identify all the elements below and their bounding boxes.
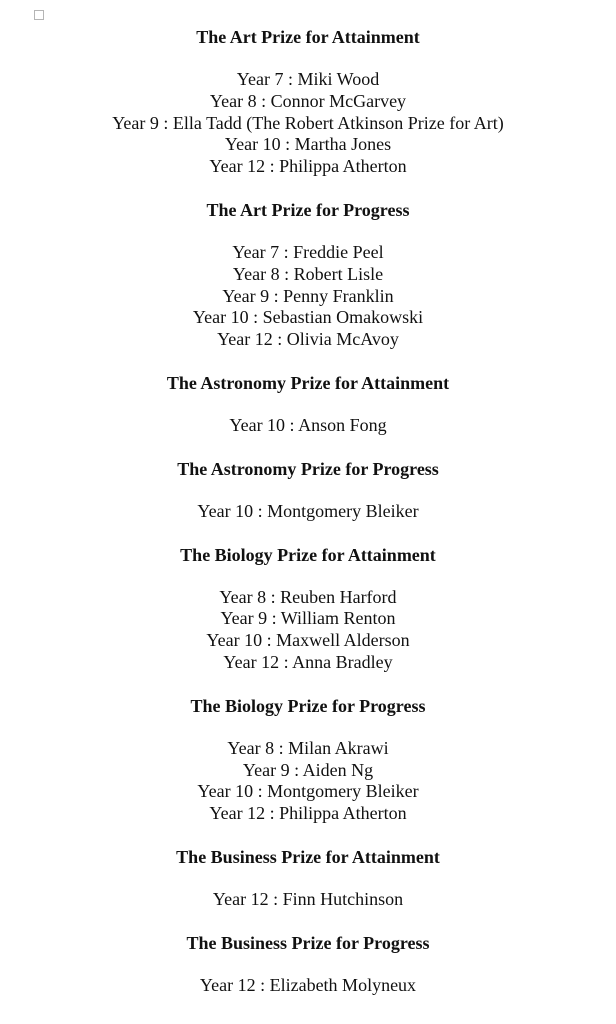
winner-entry: Year 7 : Miki Wood [236,69,380,89]
winner-entry: Year 12 : Philippa Atherton [209,156,407,177]
prize-title: The Astronomy Prize for Attainment [166,372,450,393]
winner-entry: Year 8 : Robert Lisle [232,263,384,284]
prize-section [0,544,616,674]
prize-section [0,199,616,351]
winner-list [0,415,616,437]
winner-entry: Year 10 : Sebastian Omakowski [192,307,424,328]
winner-entry: Year 9 : Ella Tadd (The Robert Atkinson Prize for Art) [112,112,504,133]
prize-title: The Astronomy Prize for Progress [177,458,439,479]
prize-title: The Business Prize for Attainment [176,846,440,867]
select-checkbox[interactable] [34,10,44,20]
winner-entry: Year 12 : Finn Hutchinson [212,888,404,909]
prize-title: The Art Prize for Progress [206,199,410,220]
winner-entry: Year 10 : Montgomery Bleiker [197,781,419,802]
prize-title: The Biology Prize for Progress [190,695,426,716]
prize-title: The Art Prize for Attainment [196,27,420,47]
winner-entry: Year 9 : Penny Franklin [222,285,394,306]
winner-list [0,975,616,997]
winner-entry: Year 10 : Maxwell Alderson [206,630,410,651]
prize-section [0,932,616,997]
winner-entry: Year 8 : Milan Akrawi [227,737,389,758]
winner-entry: Year 12 : Olivia McAvoy [217,329,399,350]
winner-entry: Year 12 : Anna Bradley [223,651,393,672]
winner-entry: Year 10 : Martha Jones [224,134,392,155]
winner-entry: Year 12 : Philippa Atherton [209,803,407,824]
prize-section [0,458,616,523]
prize-section [0,695,616,825]
winner-entry: Year 8 : Connor McGarvey [209,90,407,111]
winner-list [0,738,616,825]
prize-section [0,846,616,911]
prize-section [0,372,616,437]
winner-entry: Year 9 : Aiden Ng [242,759,374,780]
prize-title: The Biology Prize for Attainment [180,544,436,565]
winner-list [0,242,616,351]
prize-section [0,26,616,178]
winner-entry: Year 8 : Reuben Harford [219,586,397,607]
winner-entry: Year 9 : William Renton [220,608,396,629]
winner-list [0,69,616,178]
winner-entry: Year 7 : Freddie Peel [232,241,384,262]
prize-list-document [0,26,616,1018]
winner-list [0,889,616,911]
winner-entry: Year 10 : Anson Fong [229,414,387,435]
winner-list [0,501,616,523]
winner-entry: Year 10 : Montgomery Bleiker [197,500,419,521]
winner-entry: Year 12 : Elizabeth Molyneux [199,974,417,995]
winner-list [0,587,616,674]
prize-title: The Business Prize for Progress [186,932,430,953]
